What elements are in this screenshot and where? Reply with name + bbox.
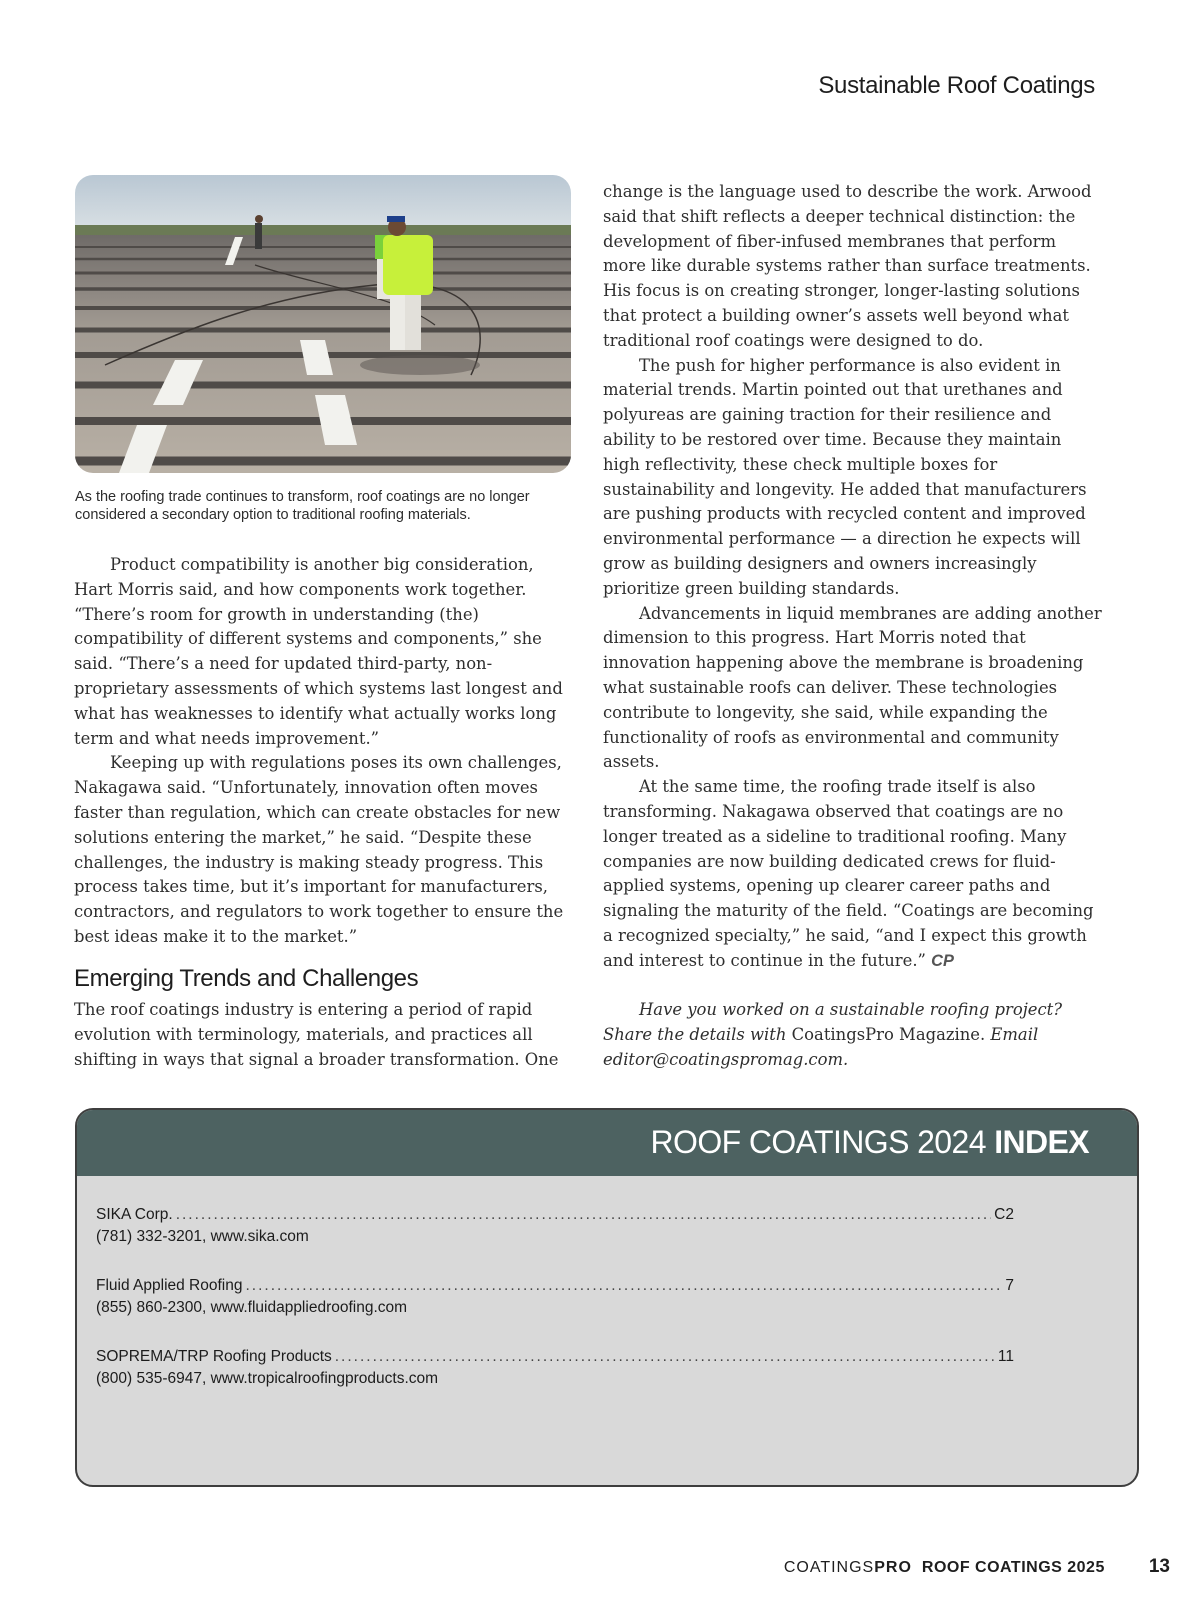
index-entries [77, 1176, 1014, 1390]
body-paragraph: The push for higher performance is also evident in material trends. Martin pointed out that urethanes and polyureas are gaining traction for their resilience and ability to be restored over time. Because they maintain high reflectivity, these check multiple boxes for sustainability and longevity. He added that manufacturers are pushing products with recycled content and improved environmental performance — a direction he expects will grow as building designers and owners increasingly prioritize green building standards. [603, 355, 1087, 598]
body-paragraph: Advancements in liquid membranes are adding another dimension to this progress. Hart Morris noted that innovation happening above the membrane is broadening what sustainable roofs can deliver. These technologies contribute to longevity, she said, while expanding the functionality of roofs as environmental and community assets. [603, 603, 1102, 772]
index-entry [96, 1204, 1014, 1248]
page-reference: C2 [994, 1206, 1014, 1223]
body-paragraph: Product compatibility is another big consideration, Hart Morris said, and how components work together. “There’s room for growth in understanding (the) compatibility of different systems and components,” she said. “There’s a need for updated third-party, non-proprietary assessments of which systems last longest and what has weaknesses to identify what actually works long term and what needs improvement.” [74, 555, 563, 748]
roof-coating-photo [75, 175, 571, 473]
advertiser-index [75, 1108, 1139, 1487]
magazine-brand [784, 1559, 912, 1577]
final-paragraph-text: At the same time, the roofing trade itself is also transforming. Nakagawa observed that coatings are no longer treated as a sideline to traditional roofing. Many companies are now building dedicated crews for fluid-applied systems, opening up clearer career paths and signaling the maturity of the field. “Coatings are becoming a recognized specialty,” he said, “and I expect this growth and interest to continue in the future.” [603, 777, 1094, 970]
advertiser-name: SOPREMA/TRP Roofing Products [96, 1348, 332, 1365]
right-column-body [603, 180, 1103, 1073]
index-entry [96, 1346, 1014, 1390]
page-reference: 11 [997, 1348, 1014, 1365]
dot-leader [335, 1346, 995, 1368]
advertiser-contact: (855) 860-2300, www.fluidappliedroofing.com [96, 1299, 408, 1316]
reader-invite [603, 998, 1103, 1072]
index-entry [96, 1275, 1014, 1319]
page-reference: 7 [1005, 1277, 1014, 1294]
body-paragraph: The roof coatings industry is entering a period of rapid evolution with terminology, materials, and practices all shifting in ways that signal a broader transformation. One [74, 1000, 559, 1069]
left-column-continued [74, 998, 574, 1072]
brand-bold: PRO [874, 1559, 912, 1576]
advertiser-name: SIKA Corp. [96, 1206, 173, 1223]
section-title: Sustainable Roof Coatings [818, 72, 1095, 99]
dot-leader [176, 1204, 991, 1226]
body-paragraph-final [603, 775, 1103, 973]
magazine-name: CoatingsPro Magazine. [791, 1025, 986, 1045]
body-paragraph: change is the language used to describe the work. Arwood said that shift reflects a deeper technical distinction: the development of fiber-infused membranes that perform more like durable systems rather than surface treatments. His focus is on creating stronger, longer-lasting solutions that protect a building owner’s assets well beyond what traditional roof coatings were designed to do. [603, 182, 1092, 350]
index-title [651, 1124, 1089, 1161]
advertiser-contact: (800) 535-6947, www.tropicalroofingproducts.com [96, 1370, 439, 1387]
index-title-regular: ROOF COATINGS 2024 [650, 1124, 986, 1160]
dot-leader [246, 1275, 1003, 1297]
invite-email: Email editor@coatingspromag.com. [603, 1025, 1039, 1069]
advertiser-name: Fluid Applied Roofing [96, 1277, 243, 1294]
left-column-body [74, 553, 574, 950]
index-header [77, 1110, 1137, 1176]
section-heading: Emerging Trends and Challenges [74, 965, 419, 992]
brand-light: COATINGS [783, 1559, 875, 1576]
invite-text: Have you worked on a sustainable roofing project? Share the details with [603, 1000, 1063, 1045]
page-number: 13 [1148, 1556, 1170, 1577]
index-title-bold: INDEX [994, 1124, 1089, 1160]
end-mark: CP [931, 951, 954, 970]
photo-caption: As the roofing trade continues to transform, roof coatings are no longer considered a secondary option to traditional roofing materials. [75, 489, 530, 523]
page-footer [784, 1556, 1170, 1578]
body-paragraph: Keeping up with regulations poses its own challenges, Nakagawa said. “Unfortunately, innovation often moves faster than regulation, which can create obstacles for new solutions entering the market,” he said. “Despite these challenges, the industry is making steady progress. This process takes time, but it’s important for manufacturers, contractors, and regulators to work together to ensure the best ideas make it to the market.” [74, 753, 564, 946]
issue-name: ROOF COATINGS 2025 [921, 1559, 1105, 1576]
advertiser-contact: (781) 332-3201, www.sika.com [96, 1228, 309, 1245]
